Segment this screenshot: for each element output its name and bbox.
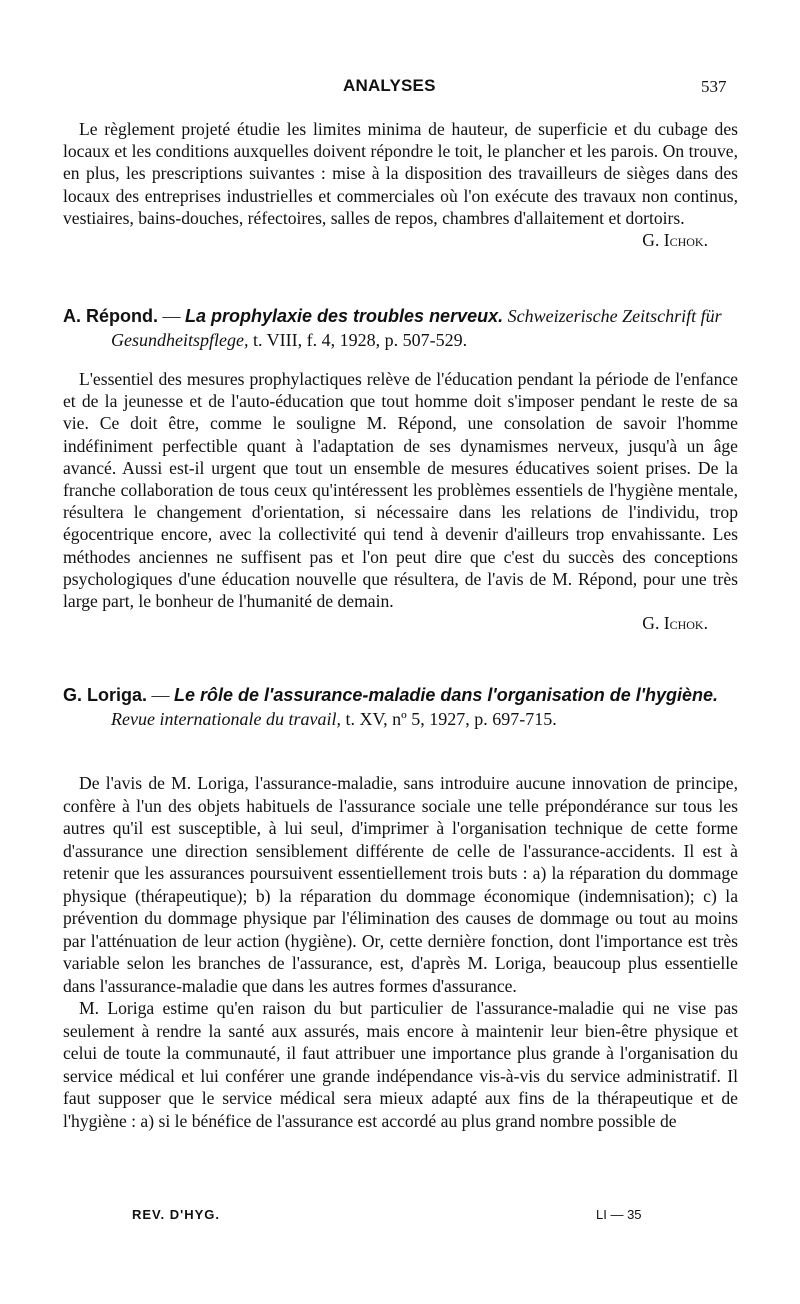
article1-title: La prophylaxie des troubles nerveux. [185, 306, 504, 326]
article2-journal: Revue internationale du travail, [111, 709, 341, 729]
article1-signature: G. Ichok. [642, 613, 708, 634]
article2-body [63, 772, 738, 1132]
section1-signature: G. Ichok. [642, 230, 708, 251]
gathering-number: LI — 35 [596, 1207, 642, 1222]
page-header [0, 76, 800, 100]
article1-journal: Schweizerische Zeitschrift für Gesundheitspflege, [111, 306, 722, 350]
article1-dash: — [158, 306, 185, 326]
running-title: ANALYSES [343, 76, 436, 95]
article2-title: Le rôle de l'assurance-maladie dans l'organisation de l'hygiène. [174, 685, 719, 705]
article1-paragraph: L'essentiel des mesures prophylactiques relève de l'éducation pendant la période de l'enfance et de la jeunesse et de l'auto-éducation que tout homme doit s'imposer pendant le reste de sa vie. Ce doit être, comme le souligne M. Répond, une consolation de savoir l'homme indéfiniment perfectible quant à l'adaptation de ses dynamismes nerveux, jusqu'à un âge avancé. Aussi est-il urgent que tout un ensemble de mesures éducatives soient prises. De la franche collaboration de tous ceux qu'intéressent les problèmes essentiels de l'hygiène mentale, résultera le changement d'orientation, si nécessaire dans les relations de l'individu, trop égocentrique encore, avec la collectivité qui tend à devenir d'ailleurs trop envahissante. Les méthodes anciennes ne suffisent pas et l'on peut dire que c'est du succès des conceptions psychologiques d'une éducation nouvelle que résultera, de l'avis de M. Répond, pour une très large part, le bonheur de l'humanité de demain. [63, 369, 738, 612]
article2-reference: t. XV, nº 5, 1927, p. 697-715. [340, 709, 557, 729]
article1-body [63, 368, 738, 634]
journal-signature: REV. D'HYG. [132, 1207, 221, 1222]
page-number: 537 [701, 77, 727, 96]
article2-paragraph-1: De l'avis de M. Loriga, l'assurance-maladie, sans introduire aucune innovation de principe, confère à l'un des objets habituels de l'assurance sociale une telle prépondérance sur tous les autres qu'il est susceptible, à lui seul, d'imprimer à l'organisation technique de cette forme d'assurance une direction sensiblement différente de celle de l'assurance-accidents. Il est à retenir que les assurances poursuivent essentiellement trois buts : a) la réparation du dommage physique (thérapeutique); b) la réparation du dommage économique (indemnisation); c) la prévention du dommage physique par l'élimination des causes de dommage ou tout au moins par l'atténuation de leur action (hygiène). Or, cette dernière fonction, dont l'importance est très variable selon les branches de l'assurance, est, d'après M. Loriga, beaucoup plus essentielle dans l'assurance-maladie que dans les autres formes d'assurance. [63, 773, 738, 996]
section1-paragraph: Le règlement projeté étudie les limites minima de hauteur, de superficie et du cubage des locaux et les conditions auxquelles doivent répondre le toit, le plancher et les parois. On trouve, en plus, les prescriptions suivantes : mise à la disposition des travailleurs de sièges dans des locaux des entreprises industrielles et commerciales où l'on exécute des travaux non continus, vestiaires, bains-douches, réfectoires, salles de repos, chambres d'allaitement et dortoirs. [63, 119, 738, 228]
article1-heading [63, 304, 738, 352]
page-footer [0, 1207, 800, 1227]
article1-author: A. Répond. [63, 306, 158, 326]
article2-paragraph-2: M. Loriga estime qu'en raison du but particulier de l'assurance-maladie qui ne vise pas seulement à rendre la santé aux assurés, mais encore à maintenir leur bien-être physique et celui de toute la communauté, il faut attribuer une importance plus grande à l'organisation du service médical et lui conférer une grande indépendance vis-à-vis du service administratif. Il faut supposer que le service médical sera mieux adapté aux fins de la thérapeutique et de l'hygiène : a) si le bénéfice de l'assurance est accordé au plus grand nombre possible de [63, 998, 738, 1131]
article2-dash: — [147, 685, 175, 705]
article2-heading [63, 683, 738, 731]
article2-author: G. Loriga. [63, 685, 148, 705]
article1-reference: t. VIII, f. 4, 1928, p. 507-529. [248, 330, 468, 350]
section1-block [63, 118, 738, 251]
